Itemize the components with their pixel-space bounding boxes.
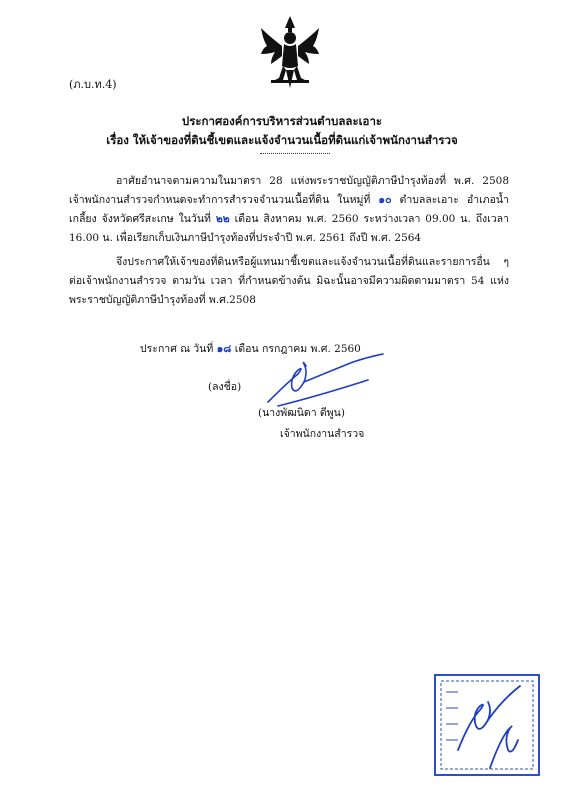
stamp-signature-image <box>450 680 530 775</box>
form-code: (ภ.บ.ท.4) <box>69 78 117 91</box>
signature-image <box>258 352 388 412</box>
signer-name: (นางพัฒนิดา ดีพูน) <box>258 407 345 419</box>
village-number-handwritten: ๑๐ <box>378 194 392 206</box>
announcement-subject: เรื่อง ให้เจ้าของที่ดินชี้เขตและแจ้งจำนวนเนื้อที่ดินแก่เจ้าพนักงานสำรวจ <box>106 133 458 147</box>
paragraph-1-text-b: ตำบลละเอาะ อำเภอน้ำเกลี้ยง จังหวัดศรีสะเกษ ในวันที่ <box>69 194 509 225</box>
announcement-day-handwritten: ๑๘ <box>216 343 232 355</box>
paragraph-1-text-a: อาศัยอำนาจตามความในมาตรา 28 แห่งพระราชบัญญัติภาษีบำรุงท้องที่ พ.ศ. 2508 เจ้าพนักงานสำรวจกำหนดจะทำการสำรวจจำนวนเนื้อที่ดิน ในหมู่ที่ <box>69 175 509 206</box>
separator-line <box>260 153 330 154</box>
body-paragraph-2: จึงประกาศให้เจ้าของที่ดินหรือผู้แทนมาชี้เขตและแจ้งจำนวนเนื้อที่ดินและรายการอื่น ๆ ต่อเจ้าพนักงานสำรวจ ตามวัน เวลา ที่กำหนดข้างต้น มิฉะนั้นอาจมีความผิดตามมาตรา 54 แห่งพระราชบัญญัติภาษีบำรุงท้องที่ พ.ศ.2508 <box>69 256 509 306</box>
announcement-title: ประกาศองค์การบริหารส่วนตำบลละเอาะ <box>181 114 383 128</box>
announcement-date-prefix: ประกาศ ณ วันที่ <box>140 343 217 355</box>
announcement-date-suffix: เดือน กรกฎาคม พ.ศ. 2560 <box>231 343 361 355</box>
sign-label: (ลงชื่อ) <box>208 381 242 393</box>
survey-day-handwritten: ๒๒ <box>215 213 230 225</box>
garuda-emblem-icon <box>257 14 323 94</box>
signer-position: เจ้าพนักงานสำรวจ <box>280 428 365 440</box>
paragraph-1-text-c: เดือน สิงหาคม พ.ศ. 2560 ระหว่างเวลา 09.00 น. ถึงเวลา 16.00 น. เพื่อเรียกเก็บเงินภาษีบำรุงท้องที่ประจำปี พ.ศ. 2561 ถึงปี พ.ศ. 2564 <box>69 213 509 244</box>
body-paragraph-1 <box>69 172 509 248</box>
